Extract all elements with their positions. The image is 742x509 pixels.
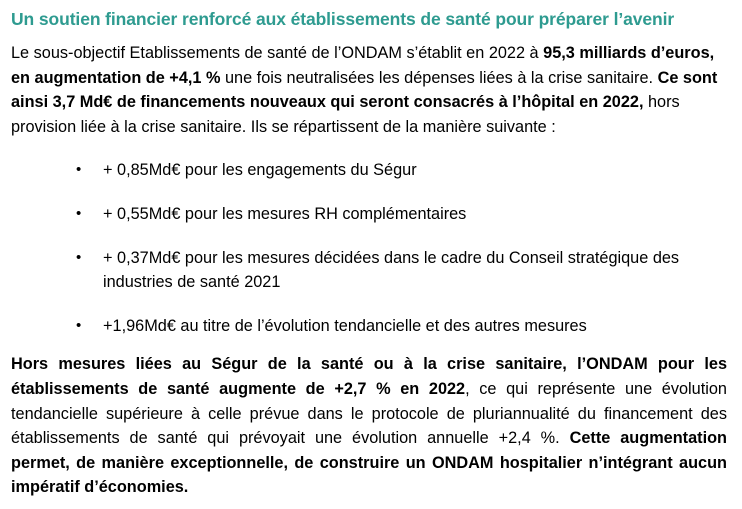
closing-paragraph (0, 338, 742, 500)
plain-text: hors provision liée à la crise sanitaire. Ils se répartissent de la manière suivante : (11, 93, 680, 136)
list-item-label: + 0,55Md€ pour les mesures RH complémentaires (103, 204, 467, 223)
emphasis-text: 95,3 milliards d’euros, en augmentation de +4,1 % (11, 44, 715, 87)
list-item (0, 202, 742, 227)
plain-text: une fois neutralisées les dépenses liées à la crise sanitaire. (220, 68, 658, 87)
emphasis-text: Cette augmentation permet, de manière exceptionnelle, de construire un ONDAM hospitalier n’intégrant aucun impératif d’économies. (11, 429, 727, 497)
list-item-label: + 0,37Md€ pour les mesures décidées dans le cadre du Conseil stratégique des industries de santé 2021 (103, 248, 680, 292)
bullet-icon: • (76, 316, 82, 334)
plain-text: Le sous-objectif Etablissements de santé de l’ONDAM s’établit en 2022 à (11, 44, 544, 62)
bullet-icon: • (76, 204, 82, 222)
emphasis-text: Hors mesures liées au Ségur de la santé ou à la crise sanitaire, l’ONDAM pour les établissements de santé augmente de +2,7 % en 2022 (11, 355, 727, 398)
bullet-icon: • (76, 161, 82, 179)
bullet-icon: • (76, 248, 82, 266)
plain-text: , ce qui représente une évolution tendancielle supérieure à celle prévue dans le protocole de pluriannualité du financement des établissements de santé qui prévoyait une évolution annuelle +2,4 %. (11, 379, 727, 448)
intro-paragraph (0, 31, 742, 139)
list-item (0, 314, 742, 339)
page-title: Un soutien financier renforcé aux établissements de santé pour préparer l’avenir (11, 9, 675, 29)
emphasis-text: Ce sont ainsi 3,7 Md€ de financements nouveaux qui seront consacrés à l’hôpital en 2022, (11, 68, 718, 112)
list-item (0, 246, 742, 295)
list-item-label: + 0,85Md€ pour les engagements du Ségur (103, 161, 417, 180)
list-item (0, 158, 742, 183)
list-item-label: +1,96Md€ au titre de l’évolution tendancielle et des autres mesures (103, 316, 587, 335)
funding-bullet-list (0, 158, 742, 338)
